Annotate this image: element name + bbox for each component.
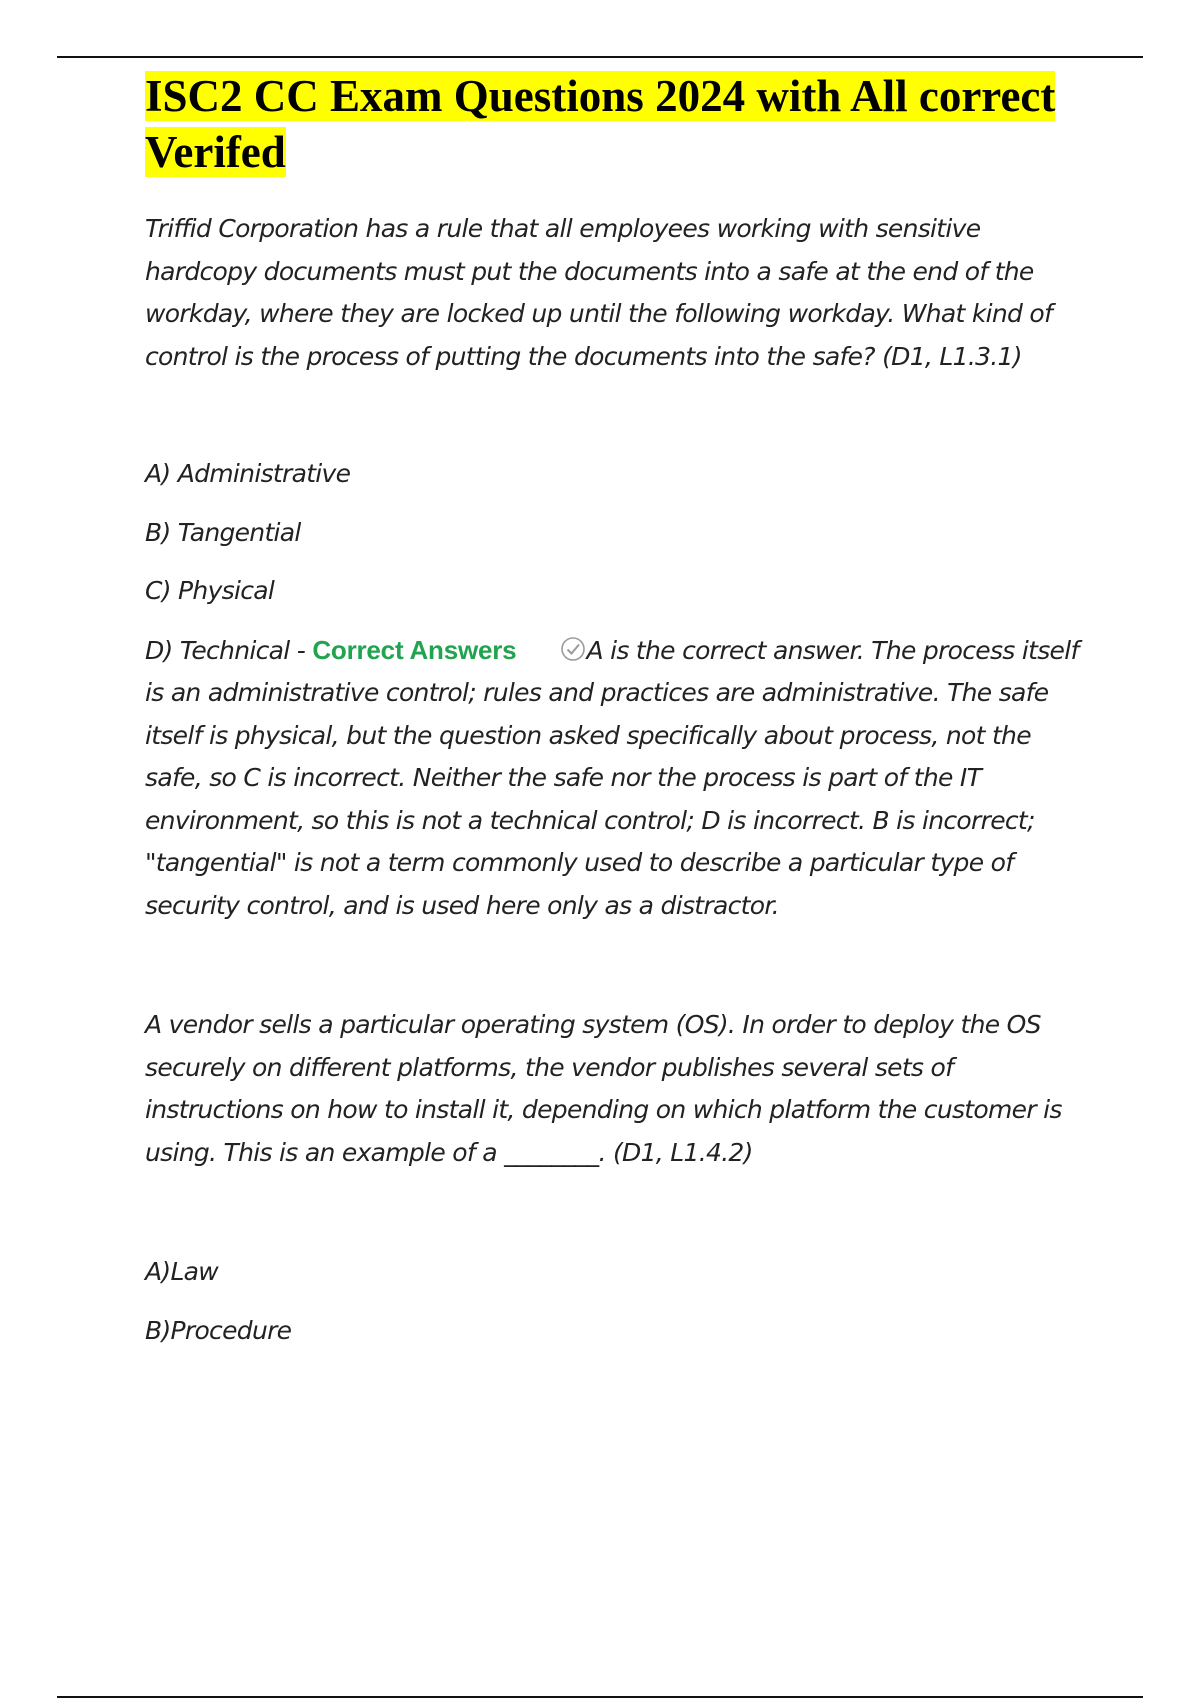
question-1-option-d-with-answer bbox=[145, 629, 1090, 928]
document-body bbox=[145, 68, 1090, 1352]
correct-answers-label: Correct Answers bbox=[312, 634, 517, 665]
document-title bbox=[145, 68, 1090, 180]
question-2-text: A vendor sells a particular operating system (OS). In order to deploy the OS securely on different platforms, the vendor publishes several sets of instructions on how to install it, depending on which platform the customer is using. This is an example of a ________. (D1, L1.4.2) bbox=[145, 1010, 1062, 1167]
question-1-option-b: B) Tangential bbox=[145, 517, 301, 547]
checkmark-icon bbox=[560, 633, 586, 659]
question-1-option-c: C) Physical bbox=[145, 576, 275, 605]
answer-explanation: A is the correct answer. The process itself is an administrative control; rules and practices are administrative. The safe itself is physical, but the question asked specifically about process, not the safe, so C is incorrect. Neither the safe nor the process is part of the IT environment, so this is not a technical control; D is incorrect. B is incorrect; "tangential" is not a term commonly used to describe a particular type of security control, and is used here only as a distractor. bbox=[145, 635, 1079, 920]
question-2-option-b: B)Procedure bbox=[145, 1315, 292, 1345]
top-rule bbox=[57, 56, 1143, 58]
title-highlight: ISC2 CC Exam Questions 2024 with All correct Verifed bbox=[145, 71, 1056, 177]
question-1-option-d: D) Technical - bbox=[145, 635, 313, 665]
question-2-option-a: A)Law bbox=[145, 1257, 219, 1286]
bottom-rule bbox=[57, 1696, 1143, 1698]
question-1-text: Triffid Corporation has a rule that all employees working with sensitive hardcopy documents must put the documents into a safe at the end of the workday, where they are locked up until the following workday. What kind of control is the process of putting the documents into the safe? (D1, L1.3.1) bbox=[145, 214, 1053, 371]
question-1-option-a: A) Administrative bbox=[145, 459, 351, 488]
